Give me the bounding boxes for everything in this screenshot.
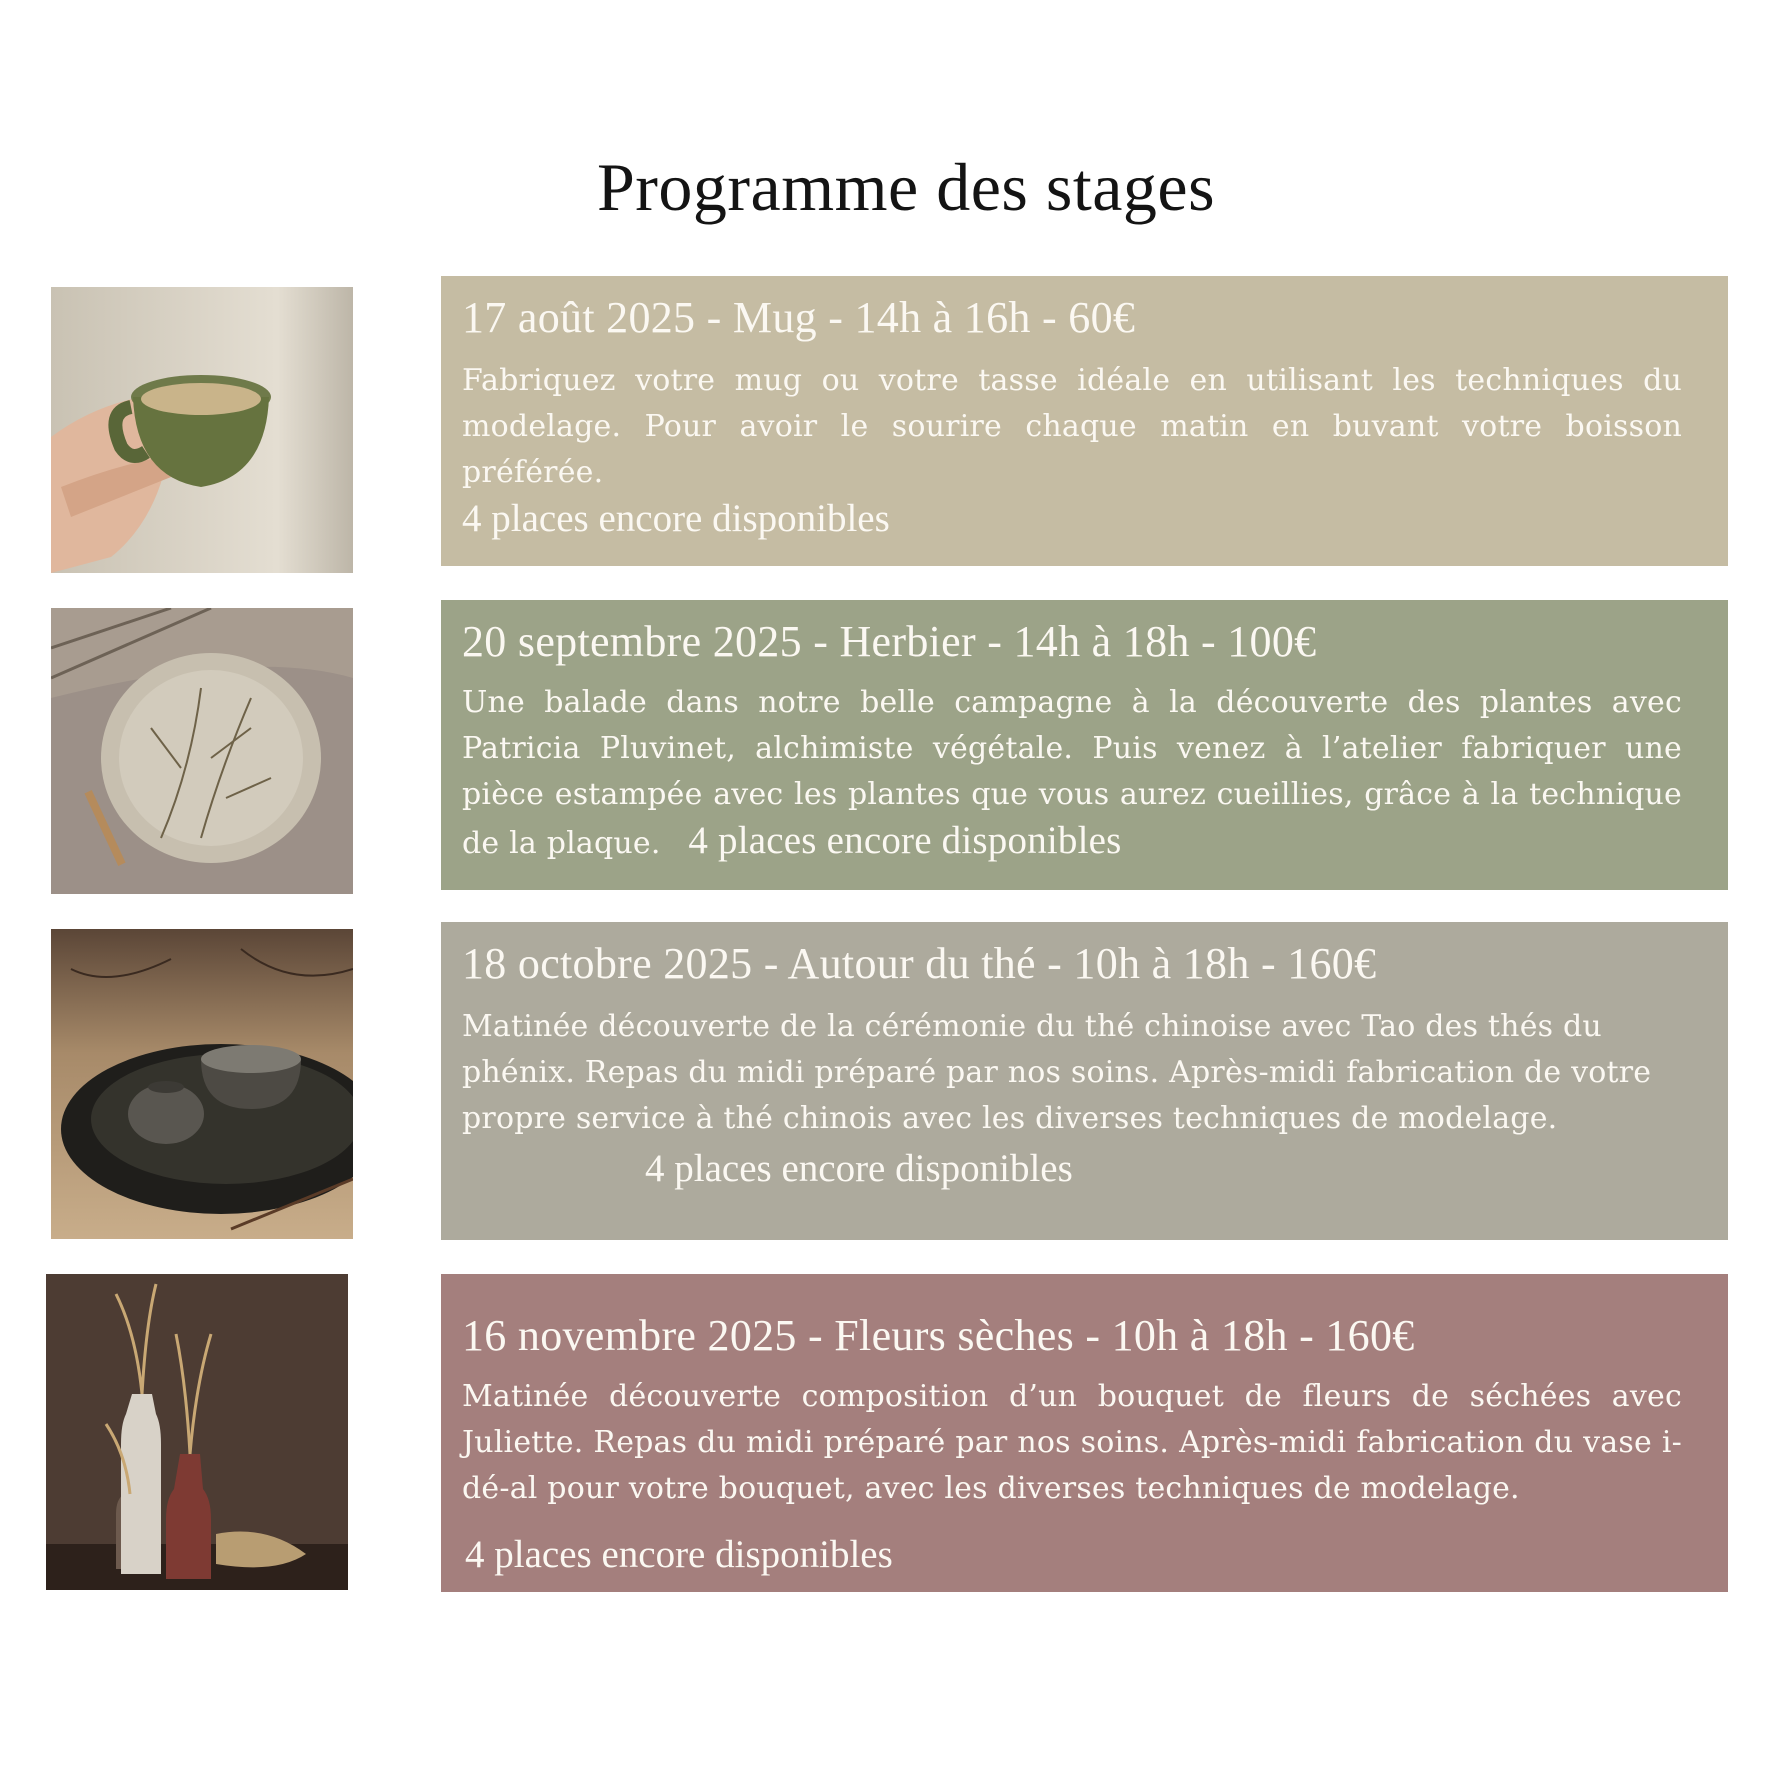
stage-description: Matinée découverte composition d’un bouquet de fleurs de séchées avec Juliette. Repas du midi préparé par nos soins. Après-midi fabrication du vase i-dé-al pour votre bouquet, avec les diverses techniques de modelage.: [462, 1379, 1682, 1506]
stage-availability: 4 places encore disponibles: [645, 1147, 1073, 1190]
stage-heading: 17 août 2025 - Mug - 14h à 16h - 60€: [462, 293, 1136, 342]
page-title: Programme des stages: [596, 149, 1216, 225]
stage-description-text: Une balade dans notre belle campagne à la découverte des plantes avec Patricia Pluvinet, alchimiste végétale. Puis venez à l’atelier fabriquer une pièce estampée avec les plantes que vous aurez cueillies, grâce à la technique de la plaque.: [462, 685, 1682, 861]
stage-description: [462, 680, 1682, 867]
stage-heading: 20 septembre 2025 - Herbier - 14h à 18h - 100€: [462, 617, 1317, 666]
stage-description: Fabriquez votre mug ou votre tasse idéale en utilisant les techniques du modelage. Pour avoir le sourire chaque matin en buvant votre boisson préférée.: [462, 363, 1682, 490]
stage-card-herbier: [441, 600, 1728, 890]
stage-card-fleurs: [441, 1274, 1728, 1592]
stage-heading: 16 novembre 2025 - Fleurs sèches - 10h à 18h - 160€: [462, 1311, 1415, 1360]
stage-card-mug: [441, 276, 1728, 566]
stage-heading: 18 octobre 2025 - Autour du thé - 10h à 18h - 160€: [462, 939, 1377, 988]
stage-availability: 4 places encore disponibles: [465, 1533, 893, 1576]
stage-description: Matinée découverte de la cérémonie du thé chinoise avec Tao des thés du phénix. Repas du midi préparé par nos soins. Après-midi fabrication de votre propre service à thé chinois avec les diverses techniques de modelage.: [462, 1009, 1652, 1136]
mug-photo: [51, 287, 353, 573]
stage-availability: 4 places encore disponibles: [688, 819, 1122, 862]
dried-flowers-vases-photo: [46, 1274, 348, 1590]
stage-card-the: [441, 922, 1728, 1240]
tea-set-photo: [51, 929, 353, 1239]
stage-availability: 4 places encore disponibles: [462, 497, 890, 540]
herbarium-plate-photo: [51, 608, 353, 894]
